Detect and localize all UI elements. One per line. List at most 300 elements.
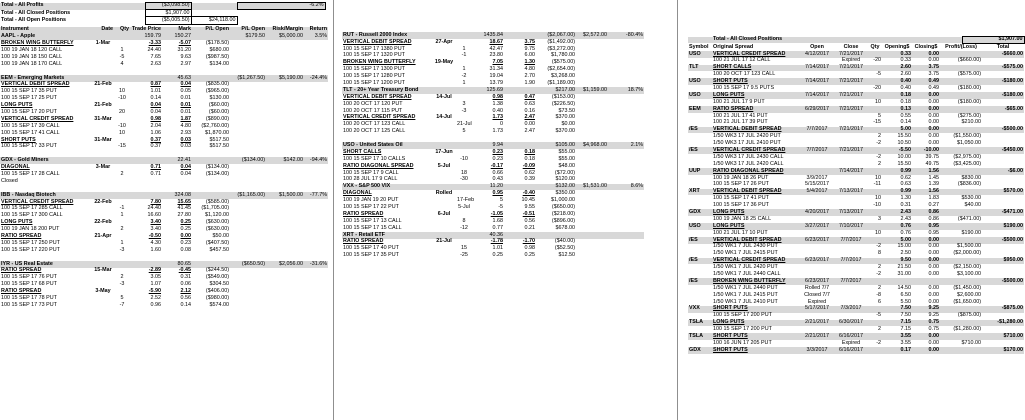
- cell: $830.00: [961, 174, 981, 181]
- cell: [92, 61, 114, 68]
- cell: 7/21/2017: [834, 147, 868, 154]
- cell: 1/50 WK3 17 JUL 2410 PUT: [713, 140, 781, 147]
- cell: [230, 109, 266, 116]
- cell: 0.23: [492, 155, 503, 162]
- cell: $370.00: [555, 128, 575, 135]
- cell: [834, 292, 868, 299]
- cell: 1.07: [150, 281, 161, 288]
- cell: 6-Jul: [437, 210, 451, 217]
- cell: 0.00: [912, 127, 940, 134]
- cell: BROKEN WING BUTTERFLY: [712, 278, 800, 285]
- cell: 0.76: [882, 223, 912, 230]
- cell: 7/7/2017: [800, 147, 834, 154]
- cell: 100 19 JAN 19 20 PUT: [343, 197, 399, 204]
- cell: [92, 302, 114, 309]
- cell: [266, 282, 304, 289]
- cell: [834, 216, 868, 223]
- cell: [608, 232, 644, 239]
- cell: 0.00: [928, 271, 939, 278]
- cell: RATIO SPREAD: [1, 267, 42, 274]
- cell: -1.78: [490, 238, 503, 245]
- cell: 0.14: [900, 119, 911, 126]
- cell: 0.04: [150, 108, 161, 115]
- cell: 27.80: [177, 212, 191, 219]
- cell: [266, 295, 304, 302]
- cell: 7/21/2017: [834, 65, 868, 72]
- cell: [644, 253, 664, 260]
- cell: ($2,067.00): [536, 32, 576, 39]
- cell: 20: [119, 108, 125, 115]
- cell: [230, 130, 266, 137]
- cell: 0.33: [900, 57, 911, 64]
- cell: 7/13/2017: [834, 189, 868, 196]
- cell: [432, 128, 456, 135]
- cell: -94.4%: [304, 157, 328, 164]
- cell: [576, 225, 608, 232]
- cell: [266, 164, 304, 171]
- closed-leg-row: [688, 161, 1024, 168]
- cell: SHORT CALLS: [712, 65, 800, 72]
- cell: 0.56: [524, 217, 535, 224]
- cell: 0.47: [524, 93, 535, 100]
- cell: 159.79: [130, 33, 162, 40]
- cell: 0.18: [524, 155, 535, 162]
- cell: 0.00: [928, 298, 939, 305]
- cell: 100 15 SEP 17 10 CALLS: [343, 155, 406, 162]
- cell: 0.00: [928, 133, 939, 140]
- cell: -$65.00: [982, 106, 1024, 113]
- cell: /ES: [688, 147, 712, 154]
- cell: [266, 47, 304, 54]
- cell: $530.00: [961, 195, 981, 202]
- cell: [688, 264, 712, 271]
- cell: 3/9/2017: [806, 174, 828, 181]
- cell: ($134.00): [205, 164, 229, 171]
- cell: $73.50: [558, 107, 575, 114]
- cell: [230, 54, 266, 61]
- cell: [114, 178, 130, 185]
- cell: -1: [461, 52, 467, 59]
- cell: -0.40: [522, 190, 535, 197]
- cell: 40.36: [472, 232, 504, 239]
- cell: 0.25: [492, 252, 503, 259]
- cell: [834, 264, 868, 271]
- closed-leg-row: [688, 154, 1024, 161]
- cell: [982, 285, 1024, 292]
- cell: 14.50: [897, 284, 911, 291]
- cell: [304, 171, 328, 178]
- cell: [230, 233, 266, 240]
- cell: 5.00: [882, 237, 912, 244]
- cell: [576, 73, 608, 80]
- cell: 0.43: [492, 176, 503, 183]
- cell: 0.63: [524, 100, 535, 107]
- cell: 7/21/2017: [834, 127, 868, 134]
- cell: [230, 185, 266, 192]
- cell: 0.01: [180, 102, 191, 109]
- cell: 100 15 SEP 17 36 PUT: [713, 202, 769, 209]
- cell: [644, 239, 664, 246]
- cell: [608, 108, 644, 115]
- cell: [576, 108, 608, 115]
- cell: 15.65: [177, 198, 191, 205]
- cell: [576, 94, 608, 101]
- cell: VERTICAL CREDIT SPREAD: [343, 114, 416, 121]
- cell: 10.00: [897, 153, 911, 160]
- cell: -5.07: [178, 40, 191, 47]
- cell: 0.62: [900, 174, 911, 181]
- cell: [868, 92, 882, 99]
- cell: [644, 39, 664, 46]
- cell: [266, 302, 304, 309]
- cell: $517.50: [209, 136, 229, 143]
- cell: [92, 171, 114, 178]
- cell: -12: [460, 224, 468, 231]
- cell: ($72.00): [554, 169, 575, 176]
- cell: -5: [498, 204, 503, 210]
- cell: [432, 32, 456, 39]
- cell: 22-Feb: [94, 219, 112, 226]
- cell: 100 21 JUL 17 41 PUT: [713, 112, 768, 119]
- cell: [266, 102, 304, 109]
- cell: [114, 185, 130, 192]
- cell: 1.01: [150, 88, 161, 95]
- cell: [800, 161, 834, 168]
- cell: ($1,492.00): [547, 38, 575, 45]
- cell: [130, 178, 162, 185]
- cell: 0.98: [150, 115, 161, 122]
- cell: 3.75: [524, 38, 535, 45]
- summary-value: ($5,005.50): [145, 17, 191, 24]
- cell: [982, 195, 1024, 202]
- cell: /ES: [688, 237, 712, 244]
- open-positions-sheet-continued: [342, 0, 664, 420]
- cell: 0.23: [180, 239, 191, 246]
- cell: 1.90: [524, 79, 535, 86]
- cell: TLT - 20+ Year Treasury Bond: [342, 87, 432, 94]
- cell: 100 15 SEP 17 39 CALL: [1, 122, 60, 129]
- cell: [576, 128, 608, 135]
- cell: [456, 142, 472, 149]
- cell: 100 15 SEP 17 40 PUT: [343, 245, 399, 252]
- cell: 18.67: [489, 38, 503, 45]
- cell: [456, 39, 472, 46]
- cell: 0.00: [928, 112, 939, 119]
- security-row: [342, 232, 664, 239]
- cell: 0.49: [928, 84, 939, 91]
- cell: [644, 122, 664, 129]
- cell: $132.00: [536, 184, 576, 191]
- cell: 1.60: [150, 246, 161, 253]
- column-header: Instrument: [0, 27, 92, 34]
- cell: [266, 213, 304, 220]
- cell: $1,050.00: [957, 140, 981, 147]
- cell: 3.55: [900, 339, 911, 346]
- cell: [688, 113, 712, 120]
- cell: [92, 47, 114, 54]
- cell: [608, 53, 644, 60]
- cell: 2.60: [900, 71, 911, 78]
- cell: [230, 123, 266, 130]
- security-row: [0, 261, 328, 268]
- cell: [266, 54, 304, 61]
- cell: 5: [878, 112, 881, 119]
- cell: [644, 108, 664, 115]
- cell: Expired: [841, 57, 861, 64]
- cell: [688, 195, 712, 202]
- cell: [608, 218, 644, 225]
- cell: 7/3/2017: [834, 306, 868, 313]
- cell: 2: [878, 160, 881, 167]
- cell: Closed: [1, 177, 18, 184]
- cell: [230, 47, 266, 54]
- cell: 15: [461, 245, 467, 252]
- cell: ($226.50): [551, 100, 575, 107]
- closed-leg-row: [688, 216, 1024, 223]
- cell: [800, 113, 834, 120]
- cell: [304, 185, 328, 192]
- cell: $179.50: [230, 33, 266, 40]
- cell: -20: [873, 84, 881, 91]
- cell: 22-Feb: [94, 198, 112, 205]
- cell: [266, 226, 304, 233]
- cell: 100 21 JUL 17 39 PUT: [713, 119, 768, 126]
- cell: ($650.50): [230, 261, 266, 268]
- cell: ($471.00): [957, 215, 981, 222]
- cell: 100 15 SEP 17 41 PUT: [713, 195, 769, 202]
- cell: ($1,189.00): [547, 79, 575, 86]
- cell: -$471.00: [982, 209, 1024, 216]
- cell: [576, 122, 608, 129]
- cell: VXX: [688, 306, 712, 313]
- cell: ($180.00): [957, 84, 981, 91]
- cell: 1.87: [180, 115, 191, 122]
- cell: 0.01: [180, 95, 191, 102]
- cell: [800, 264, 834, 271]
- cell: VERTICAL DEBIT SPREAD: [1, 81, 70, 88]
- cell: [456, 32, 472, 39]
- cell: ($134.00): [205, 171, 229, 177]
- security-row: [0, 192, 328, 199]
- cell: SHORT PUTS: [1, 136, 36, 143]
- cell: [230, 282, 266, 289]
- cell: 100 15 SEP 17 73 PUT: [1, 301, 57, 308]
- cell: [644, 225, 664, 232]
- cell: 0.18: [900, 98, 911, 105]
- open-positions-sheet: [0, 0, 328, 420]
- cell: SHORT PUTS: [712, 333, 800, 340]
- cell: [432, 73, 456, 80]
- cell: [940, 106, 982, 113]
- summary-margin: [191, 10, 237, 17]
- cell: 0.04: [150, 102, 161, 109]
- cell: [576, 53, 608, 60]
- leg-row: [0, 144, 328, 151]
- cell: [982, 175, 1024, 182]
- cell: TSLA: [688, 333, 712, 340]
- cell: [576, 46, 608, 53]
- cell: [304, 123, 328, 130]
- cell: 100 19 JAN 18 200 PUT: [1, 226, 60, 233]
- cell: ($890.00): [205, 115, 229, 122]
- cell: 21-Apr: [94, 233, 112, 240]
- cell: 7/7/2017: [834, 258, 868, 265]
- security-row: [0, 157, 328, 164]
- cell: 0: [500, 121, 503, 128]
- closed-leg-row: [688, 230, 1024, 237]
- cell: 5.50: [900, 298, 911, 305]
- cell: 17-Feb: [457, 197, 475, 204]
- cell: 15.50: [897, 160, 911, 167]
- cell: 100 19 JAN 18 150 CALL: [1, 53, 63, 60]
- cell: ($836.00): [957, 181, 981, 188]
- cell: [576, 197, 608, 204]
- cell: 0.31: [900, 202, 911, 209]
- cell: 5.00: [882, 127, 912, 134]
- cell: [266, 89, 304, 96]
- cell: [688, 244, 712, 251]
- cell: 1.38: [492, 100, 503, 107]
- cell: [432, 87, 456, 94]
- cell: TLT: [688, 65, 712, 72]
- cell: [608, 46, 644, 53]
- cell: DIAGONAL: [1, 164, 30, 171]
- cell: ($630.00): [205, 226, 229, 233]
- cell: ($575.00): [551, 59, 575, 66]
- cell: $1,780.00: [551, 52, 575, 59]
- cell: ($965.00): [205, 88, 229, 95]
- cell: [608, 197, 644, 204]
- cell: [266, 185, 304, 192]
- cell: 9.55: [524, 204, 535, 210]
- cell: 2.04: [150, 122, 161, 129]
- cell: XRT: [688, 189, 712, 196]
- cell: $120.00: [555, 176, 575, 183]
- cell: [92, 247, 114, 254]
- cell: 0.06: [180, 281, 191, 288]
- cell: [130, 151, 162, 158]
- cell: ($987.50): [205, 53, 229, 60]
- cell: TSLA: [688, 320, 712, 327]
- cell: [304, 302, 328, 309]
- cell: [576, 218, 608, 225]
- cell: 100 15 SEP 17 41 CALL: [1, 129, 60, 136]
- cell: -1: [119, 205, 125, 212]
- cell: [92, 89, 114, 96]
- cell: ($660.00): [957, 57, 981, 64]
- cell: 100 15 SEP 17 1380 PUT: [343, 45, 405, 52]
- cell: [162, 68, 192, 75]
- cell: 7/21/2017: [834, 51, 868, 58]
- cell: -3: [461, 107, 467, 114]
- cell: [982, 244, 1024, 251]
- column-header: Profit/(Loss): [945, 43, 977, 50]
- cell: 5/15/2017: [805, 181, 829, 188]
- leg-row: [0, 178, 328, 185]
- cell: 2/21/2017: [800, 320, 834, 327]
- cell: -5.90: [148, 288, 161, 295]
- cell: 31.34: [489, 66, 503, 73]
- cell: [982, 264, 1024, 271]
- cell: [800, 133, 834, 140]
- cell: [304, 178, 328, 185]
- leg-row: [0, 61, 328, 68]
- cell: [982, 154, 1024, 161]
- cell: -15: [118, 143, 126, 150]
- cell: 6.50: [900, 291, 911, 298]
- cell: ($2,760.00): [201, 122, 229, 129]
- cell: [304, 130, 328, 137]
- cell: [834, 285, 868, 292]
- cell: 14-Jul: [436, 93, 452, 100]
- cell: 100 15 SEP 17 1320 PUT: [343, 52, 405, 59]
- cell: 6/23/2017: [800, 278, 834, 285]
- cell: [304, 109, 328, 116]
- cell: 0.71: [150, 164, 161, 171]
- cell: 150.27: [162, 33, 192, 40]
- cell: 6/23/2017: [800, 258, 834, 265]
- cell: RATIO SPREAD: [1, 233, 42, 240]
- cell: ($835.00): [205, 81, 229, 88]
- cell: VERTICAL CREDIT SPREAD: [1, 198, 74, 205]
- cell: BROKEN WING BUTTERFLY: [1, 40, 74, 47]
- cell: 10.45: [521, 197, 535, 204]
- cell: ($407.50): [205, 239, 229, 246]
- cell: 1: [120, 212, 124, 219]
- cell: [982, 216, 1024, 223]
- cell: 100 15 SEP 17 22 PUT: [343, 204, 399, 210]
- cell: [114, 116, 130, 123]
- cell: [576, 232, 608, 239]
- cell: -5: [876, 71, 881, 78]
- cell: [266, 220, 304, 227]
- cell: RATIO SPREAD: [1, 288, 42, 295]
- cell: ($275.00): [957, 112, 981, 119]
- cell: 1.56: [912, 168, 940, 175]
- cell: 7/13/2017: [834, 209, 868, 216]
- cell: ($134.00): [230, 157, 266, 164]
- cell: [608, 253, 644, 260]
- cell: [162, 185, 192, 192]
- cell: [92, 275, 114, 282]
- cell: [504, 135, 536, 142]
- cell: 9.75: [524, 45, 535, 52]
- cell: IYR - US Real Estate: [0, 261, 92, 268]
- cell: 2.1%: [608, 142, 644, 149]
- cell: 100 19 JAN 18 170 CALL: [1, 60, 63, 67]
- cell: [304, 144, 328, 151]
- closed-leg-row: [688, 285, 1024, 292]
- cell: [456, 94, 472, 101]
- cell: $457.50: [209, 246, 229, 253]
- closed-leg-row: [688, 292, 1024, 299]
- cell: 100 15 SEP 17 300 CALL: [1, 212, 63, 219]
- cell: [576, 204, 608, 211]
- cell: [432, 66, 456, 73]
- cell: ($178.50): [205, 40, 229, 47]
- cell: [576, 211, 608, 218]
- cell: 0.00: [912, 51, 940, 58]
- cell: [304, 137, 328, 144]
- cell: [192, 192, 230, 199]
- cell: [114, 33, 130, 40]
- cell: [266, 123, 304, 130]
- summary-margin: $24,118.00: [191, 17, 237, 24]
- cell: $217.00: [536, 87, 576, 94]
- cell: 80.65: [162, 261, 192, 268]
- cell: /ES: [688, 127, 712, 134]
- cell: 19.04: [489, 73, 503, 80]
